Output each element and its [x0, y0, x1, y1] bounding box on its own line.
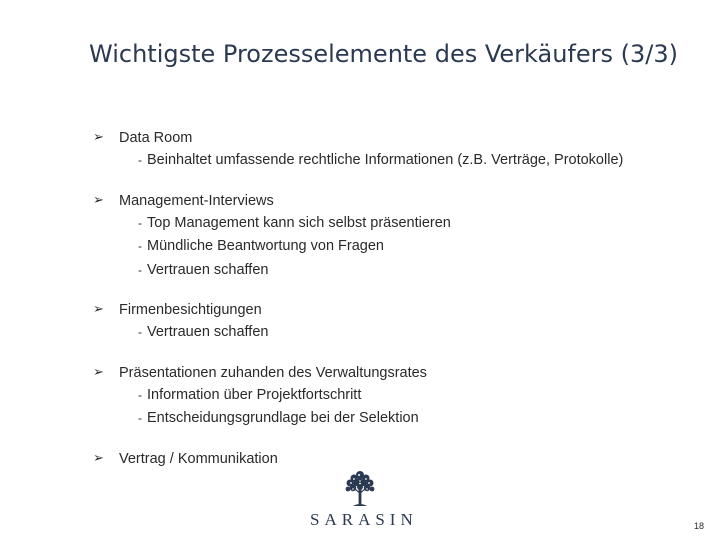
sub-item-label: Vertrauen schaffen [147, 324, 269, 340]
dash-icon: - [138, 262, 142, 277]
sarasin-logo [310, 468, 418, 530]
sub-item [138, 259, 693, 283]
dash-icon: - [138, 215, 142, 230]
sub-item [138, 384, 693, 408]
bullet-label: Data Room [119, 130, 193, 146]
sub-item [138, 149, 693, 173]
dash-icon: - [138, 153, 142, 167]
sub-list [93, 321, 693, 345]
sub-item-label: Information über Projektfortschritt [147, 386, 362, 403]
bullet-item [93, 190, 693, 283]
logo-wordmark: SARASIN [310, 510, 418, 529]
sub-list [93, 212, 693, 283]
bullet-list [93, 127, 693, 487]
slide-title: Wichtigste Prozesselemente des Verkäufers (3/3) [89, 40, 678, 68]
bullet-label: Firmenbesichtigungen [119, 302, 262, 318]
bullet-item [93, 127, 693, 173]
bullet-label: Management-Interviews [119, 192, 274, 209]
sub-list [93, 384, 693, 431]
sub-item [138, 212, 693, 236]
sub-item-label: Entscheidungsgrundlage bei der Selektion [147, 410, 419, 426]
tree-icon [343, 468, 377, 508]
sub-item-label: Beinhaltet umfassende rechtliche Informationen (z.B. Verträge, Protokolle) [147, 152, 624, 168]
page-number: 18 [693, 521, 704, 531]
sub-item-label: Top Management kann sich selbst präsentieren [147, 214, 451, 231]
arrow-icon: ➢ [93, 450, 104, 466]
sub-item-label: Mündliche Beantwortung von Fragen [147, 238, 384, 254]
sub-item [138, 235, 693, 259]
bullet-item [93, 448, 693, 470]
arrow-icon: ➢ [93, 302, 104, 317]
bullet-item [93, 362, 693, 431]
arrow-icon: ➢ [93, 130, 104, 145]
sub-item [138, 321, 693, 345]
bullet-item [93, 299, 693, 345]
sub-item [138, 407, 693, 431]
bullet-label: Präsentationen zuhanden des Verwaltungsrates [119, 364, 427, 381]
dash-icon: - [138, 239, 142, 253]
dash-icon: - [138, 325, 142, 339]
dash-icon: - [138, 387, 142, 402]
sub-item-label: Vertrauen schaffen [147, 261, 269, 278]
bullet-label: Vertrag / Kommunikation [119, 450, 278, 467]
arrow-icon: ➢ [93, 364, 104, 380]
arrow-icon: ➢ [93, 192, 104, 208]
dash-icon: - [138, 411, 142, 425]
sub-list [93, 149, 693, 173]
